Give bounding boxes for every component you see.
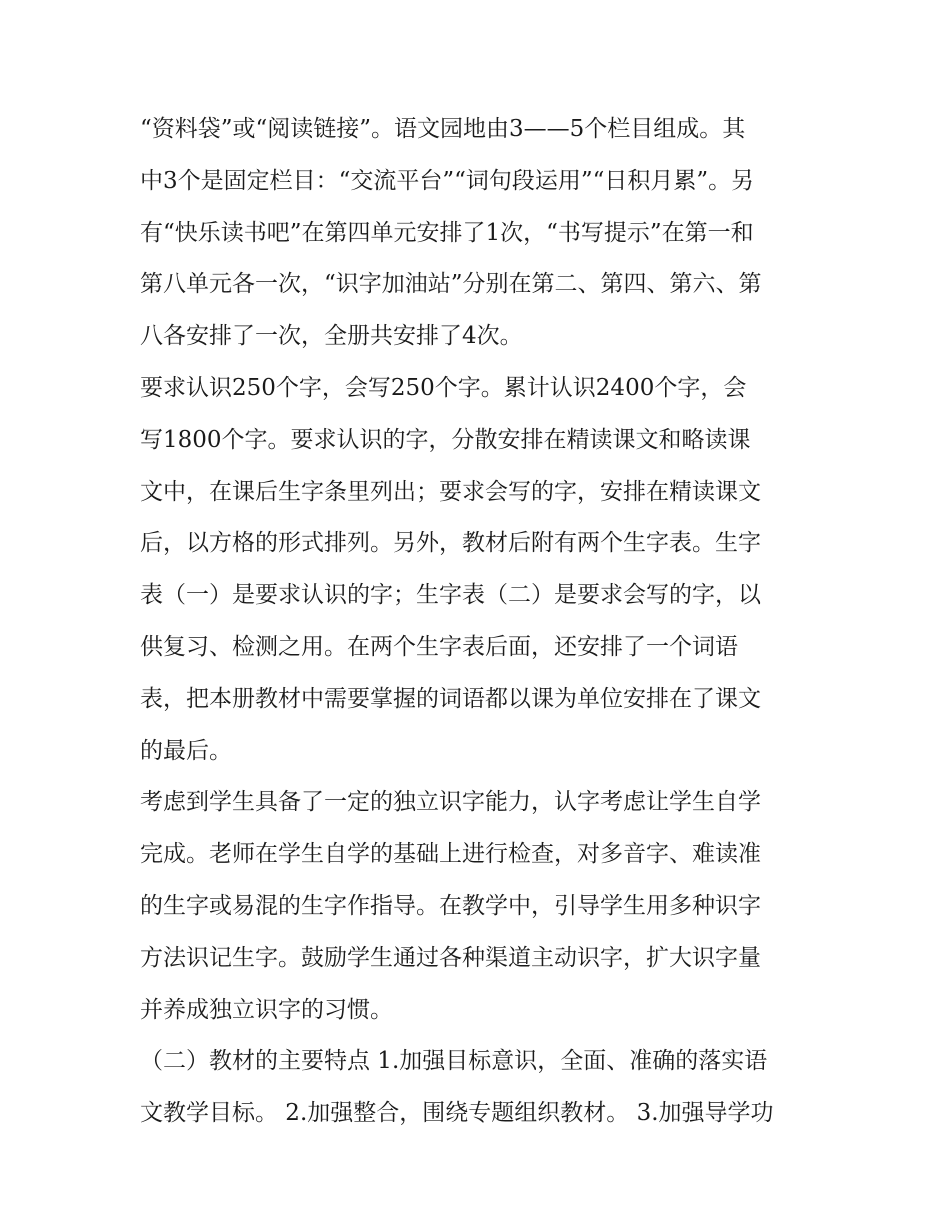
text-line: 方法识记生字。鼓励学生通过各种渠道主动识字，扩大识字量 [140,944,761,971]
text-line: 完成。老师在学生自学的基础上进行检查，对多音字、难读准 [140,841,761,868]
text-line: 八各安排了一次，全册共安排了4次。 [140,323,523,350]
body-text [140,104,820,1140]
text-line: 表，把本册教材中需要掌握的词语都以课为单位安排在了课文 [140,685,761,712]
text-line: 第八单元各一次，“识字加油站”分别在第二、第四、第六、第 [140,271,762,298]
text-line: （二）教材的主要特点 1.加强目标意识，全面、准确的落实语 [140,1048,768,1075]
text-line: 表（一）是要求认识的字；生字表（二）是要求会写的字，以 [140,582,761,609]
text-line: 考虑到学生具备了一定的独立识字能力，认字考虑让学生自学 [140,789,761,816]
text-line: “资料袋”或“阅读链接”。语文园地由3——5个栏目组成。其 [140,116,746,142]
text-line: 的生字或易混的生字作指导。在教学中，引导学生用多种识字 [140,892,761,919]
text-line: 中3个是固定栏目：“交流平台”“词句段运用”“日积月累”。另 [140,167,755,194]
text-line: 有“快乐读书吧”在第四单元安排了1次，“书写提示”在第一和 [140,219,754,246]
text-line: 文中，在课后生字条里列出；要求会写的字，安排在精读课文 [140,478,761,505]
text-line: 的最后。 [140,737,232,764]
text-line: 并养成独立识字的习惯。 [140,996,393,1023]
text-line: 后，以方格的形式排列。另外，教材后附有两个生字表。生字 [140,530,761,557]
text-line: 供复习、检测之用。在两个生字表后面，还安排了一个词语 [140,633,738,660]
text-line: 文教学目标。 2.加强整合，围绕专题组织教材。 3.加强导学功 [140,1100,774,1127]
text-line: 要求认识250个字，会写250个字。累计认识2400个字，会 [140,374,747,401]
text-line: 写1800个字。要求认识的字，分散安排在精读课文和略读课 [140,426,751,453]
